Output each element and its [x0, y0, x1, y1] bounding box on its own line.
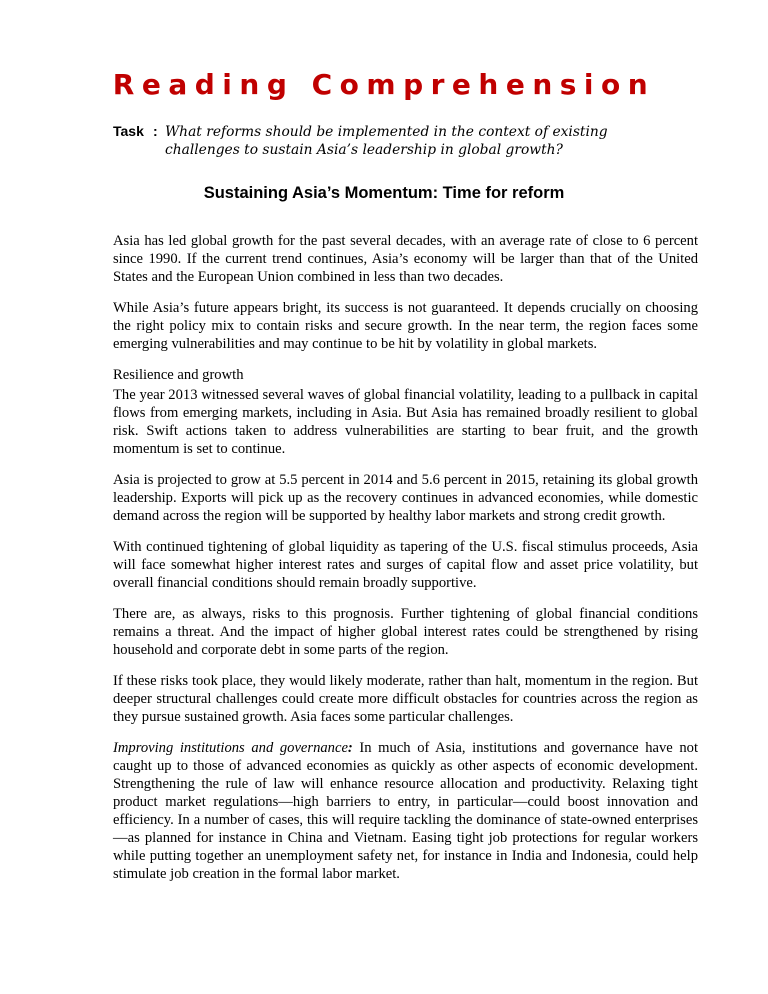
- paragraph-lead-colon: :: [347, 740, 353, 756]
- task-colon: :: [153, 123, 158, 139]
- paragraph-lead: Improving institutions and governance: [113, 740, 348, 756]
- paragraph: Asia is projected to grow at 5.5 percent in 2014 and 5.6 percent in 2015, retaining its global growth leadership. Exports will pick up as the recovery continues in advanced economies, while domestic demand across the region will be supported by healthy labor markets and strong credit growth.: [113, 472, 698, 524]
- section-subheading: Resilience and growth: [113, 367, 244, 383]
- task-question: What reforms should be implemented in the context of existing challenges to sustain Asia’s leadership in global growth?: [165, 124, 608, 158]
- paragraph: The year 2013 witnessed several waves of global financial volatility, leading to a pullback in capital flows from emerging markets, including in Asia. But Asia has remained broadly resilient to global risk. Swift actions taken to address vulnerabilities are starting to bear fruit, and the growth momentum is set to continue.: [113, 387, 698, 457]
- article-body: [113, 232, 698, 896]
- article-heading: Sustaining Asia’s Momentum: Time for reform: [203, 184, 565, 202]
- paragraph: If these risks took place, they would likely moderate, rather than halt, momentum in the region. But deeper structural challenges could create more difficult obstacles for countries across the region as they pursue sustained growth. Asia faces some particular challenges.: [113, 673, 698, 725]
- paragraph: While Asia’s future appears bright, its success is not guaranteed. It depends crucially on choosing the right policy mix to contain risks and secure growth. In the near term, the region faces some emerging vulnerabilities and may continue to be hit by volatility in global markets.: [113, 300, 698, 352]
- paragraph-text: In much of Asia, institutions and governance have not caught up to those of advanced economies as quickly as other aspects of economic development. Strengthening the rule of law will enhance resource allocation and productivity. Relaxing tight product market regulations—high barriers to entry, in particular—could boost innovation and efficiency. In a number of cases, this will require tackling the dominance of state-owned enterprises—as planned for instance in China and Vietnam. Easing tight job protections for regular workers while putting together an unemployment safety net, for instance in India and Indonesia, could help stimulate job creation in the formal labor market.: [113, 740, 698, 882]
- paragraph: There are, as always, risks to this prognosis. Further tightening of global financial conditions remains a threat. And the impact of higher global interest rates could be strengthened by rising household and corporate debt in some parts of the region.: [113, 606, 698, 658]
- paragraph: With continued tightening of global liquidity as tapering of the U.S. fiscal stimulus proceeds, Asia will face somewhat higher interest rates and surges of capital flow and asset price volatility, but overall financial conditions should remain broadly supportive.: [113, 539, 698, 591]
- paragraph: Asia has led global growth for the past several decades, with an average rate of close to 6 percent since 1990. If the current trend continues, Asia’s economy will be larger than that of the United States and the European Union combined in less than two decades.: [113, 233, 698, 285]
- task-label: Task: [113, 123, 144, 139]
- page-title: Reading Comprehension: [112, 68, 656, 101]
- paragraph-governance: [113, 739, 698, 883]
